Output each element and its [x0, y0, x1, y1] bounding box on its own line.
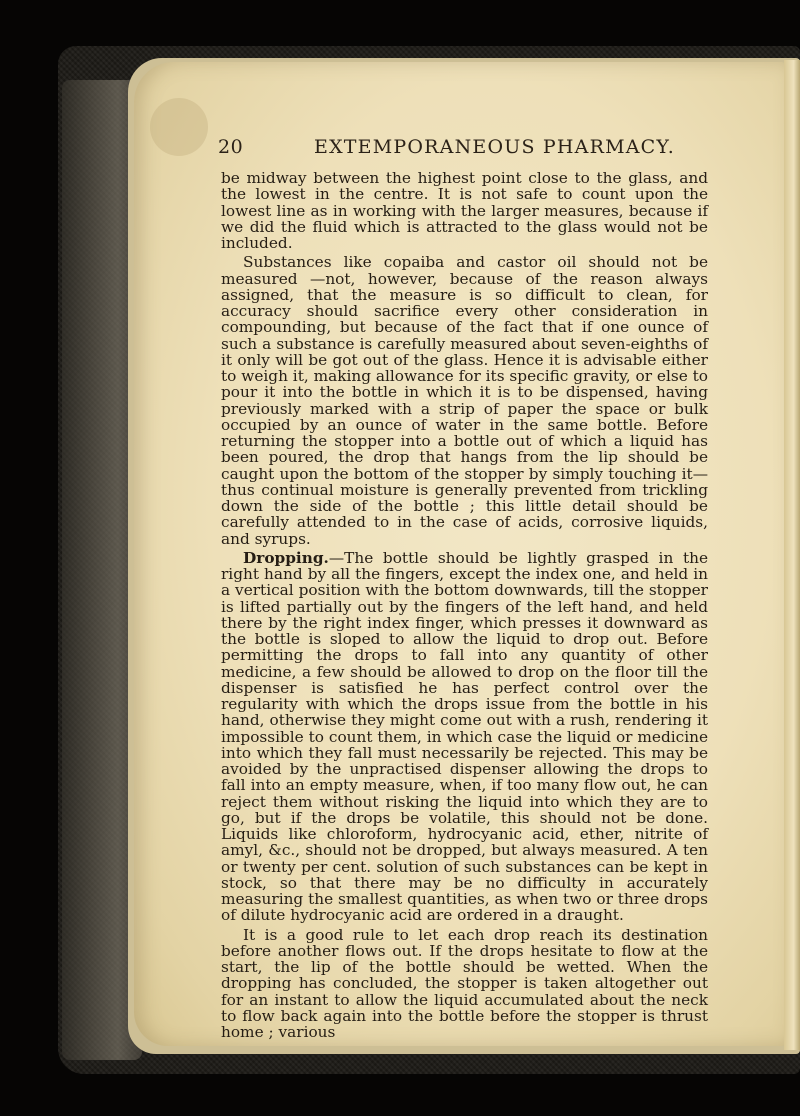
page-edge [784, 60, 800, 1050]
paragraph-good-rule [221, 927, 708, 1041]
paragraph-text: —The bottle should be lightly grasped in the right hand by all the fingers, except the index one, and held in a vertical position with the bottom downwards, till the stopper is lifted partially out by the fingers of the left hand, and held there by the right index finger, which presses it downward as the bottle is sloped to allow the liquid to drop out. Before permitting the drops to fall into any quantity of other medicine, a few should be allowed to drop on the floor till the dispenser is satisfied he has perfect control over the regularity with which the drops issue from the bottle in his hand, otherwise they might come out with a rush, rendering it impossible to count them, in which case the liquid or medicine into which they fall must necessarily be rejected. This may be avoided by the unpractised dispenser allowing the drops to fall into an empty measure, when, if too many flow out, he can reject them without risking the liquid into which they are to go, but if the drops be volatile, this should not be done. Liquids like chloroform, hydrocyanic acid, ether, nitrite of amyl, &c., should not be dropped, but always measured. A ten or twenty per cent. solution of such substances can be kept in stock, so that there may be no difficulty in accurately measuring the smallest quantities, as when two or three drops of dilute hydrocyanic acid are ordered in a draught. [221, 548, 708, 925]
paragraph-text: It is a good rule to let each drop reach its destination before another flows out. If the drops hesitate to flow at the start, the lip of the bottle should be wetted. When the dropping has concluded, the stopper is taken altogether out for an instant to allow the liquid accumulated about the neck to flow back again into the bottle before the stopper is thrust home ; various [221, 925, 708, 1041]
section-heading-dropping: Dropping. [243, 548, 329, 567]
running-title: EXTEMPORANEOUS PHARMACY. [314, 136, 675, 158]
paragraph-continuation [221, 170, 708, 251]
paragraph-text: be midway between the highest point close to the glass, and the lowest in the centre. It is not safe to count upon the lowest line as in working with the larger measures, because if we did the fluid which is attracted to the glass would not be included. [221, 169, 708, 252]
body-text [221, 170, 708, 1040]
paragraph-dropping [221, 550, 708, 924]
page-header [218, 136, 708, 164]
paragraph-substances [221, 254, 708, 547]
paragraph-text: Substances like copaiba and castor oil should not be measured —not, however, because of the reason always assigned, that the measure is so difficult to clean, for accuracy should sacrifice every other consideration in compounding, but because of the fact that if one ounce of such a substance is carefully measured about seven-eighths of it only will be got out of the glass. Hence it is advisable either to weigh it, making allowance for its specific gravity, or else to pour it into the bottle in which it is to be dispensed, having previously marked with a strip of paper the space or bulk occupied by an ounce of water in the same bottle. Before returning the stopper into a bottle out of which a liquid has been poured, the drop that hangs from the lip should be caught upon the bottom of the stopper by simply touching it—thus continual moisture is generally prevented from trickling down the side of the bottle ; this little detail should be carefully attended to in the case of acids, corrosive liquids, and syrups. [221, 253, 708, 548]
paper-stain [150, 98, 208, 156]
page-number: 20 [218, 136, 244, 158]
